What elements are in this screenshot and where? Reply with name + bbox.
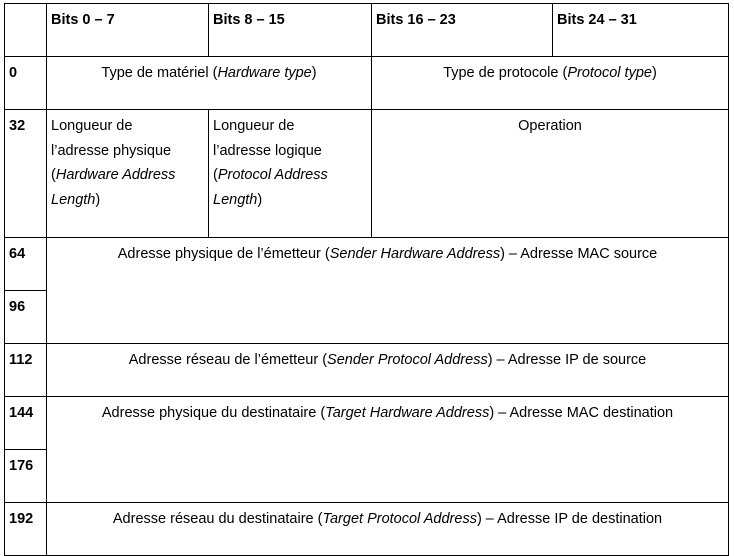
header-row <box>5 4 729 57</box>
hardware-type-cell: Type de matériel (Hardware type) <box>47 57 372 110</box>
header-bits-24-31: Bits 24 – 31 <box>553 4 729 57</box>
protocol-type-cell: Type de protocole (Protocol type) <box>372 57 729 110</box>
hardware-address-length-cell: Longueur de l’adresse physique (Hardware Address Length) <box>47 110 209 238</box>
sender-protocol-address-cell: Adresse réseau de l’émetteur (Sender Protocol Address) – Adresse IP de source <box>47 344 729 397</box>
offset-label: 112 <box>5 344 47 397</box>
row-offset-64 <box>5 238 729 291</box>
row-offset-0 <box>5 57 729 110</box>
offset-label: 192 <box>5 503 47 556</box>
offset-label: 32 <box>5 110 47 238</box>
header-bits-16-23: Bits 16 – 23 <box>372 4 553 57</box>
offset-label: 144 <box>5 397 47 450</box>
offset-label: 96 <box>5 291 47 344</box>
target-hardware-address-cell: Adresse physique du destinataire (Target Hardware Address) – Adresse MAC destination <box>47 397 729 503</box>
sender-hardware-address-cell: Adresse physique de l’émetteur (Sender Hardware Address) – Adresse MAC source <box>47 238 729 344</box>
header-bits-0-7: Bits 0 – 7 <box>47 4 209 57</box>
row-offset-112 <box>5 344 729 397</box>
protocol-address-length-cell: Longueur de l’adresse logique (Protocol Address Length) <box>209 110 372 238</box>
offset-label: 176 <box>5 450 47 503</box>
header-corner <box>5 4 47 57</box>
row-offset-144 <box>5 397 729 450</box>
row-offset-192 <box>5 503 729 556</box>
header-bits-8-15: Bits 8 – 15 <box>209 4 372 57</box>
target-protocol-address-cell: Adresse réseau du destinataire (Target Protocol Address) – Adresse IP de destination <box>47 503 729 556</box>
offset-label: 0 <box>5 57 47 110</box>
operation-cell: Operation <box>372 110 729 238</box>
arp-packet-table <box>4 3 729 556</box>
offset-label: 64 <box>5 238 47 291</box>
row-offset-32 <box>5 110 729 238</box>
